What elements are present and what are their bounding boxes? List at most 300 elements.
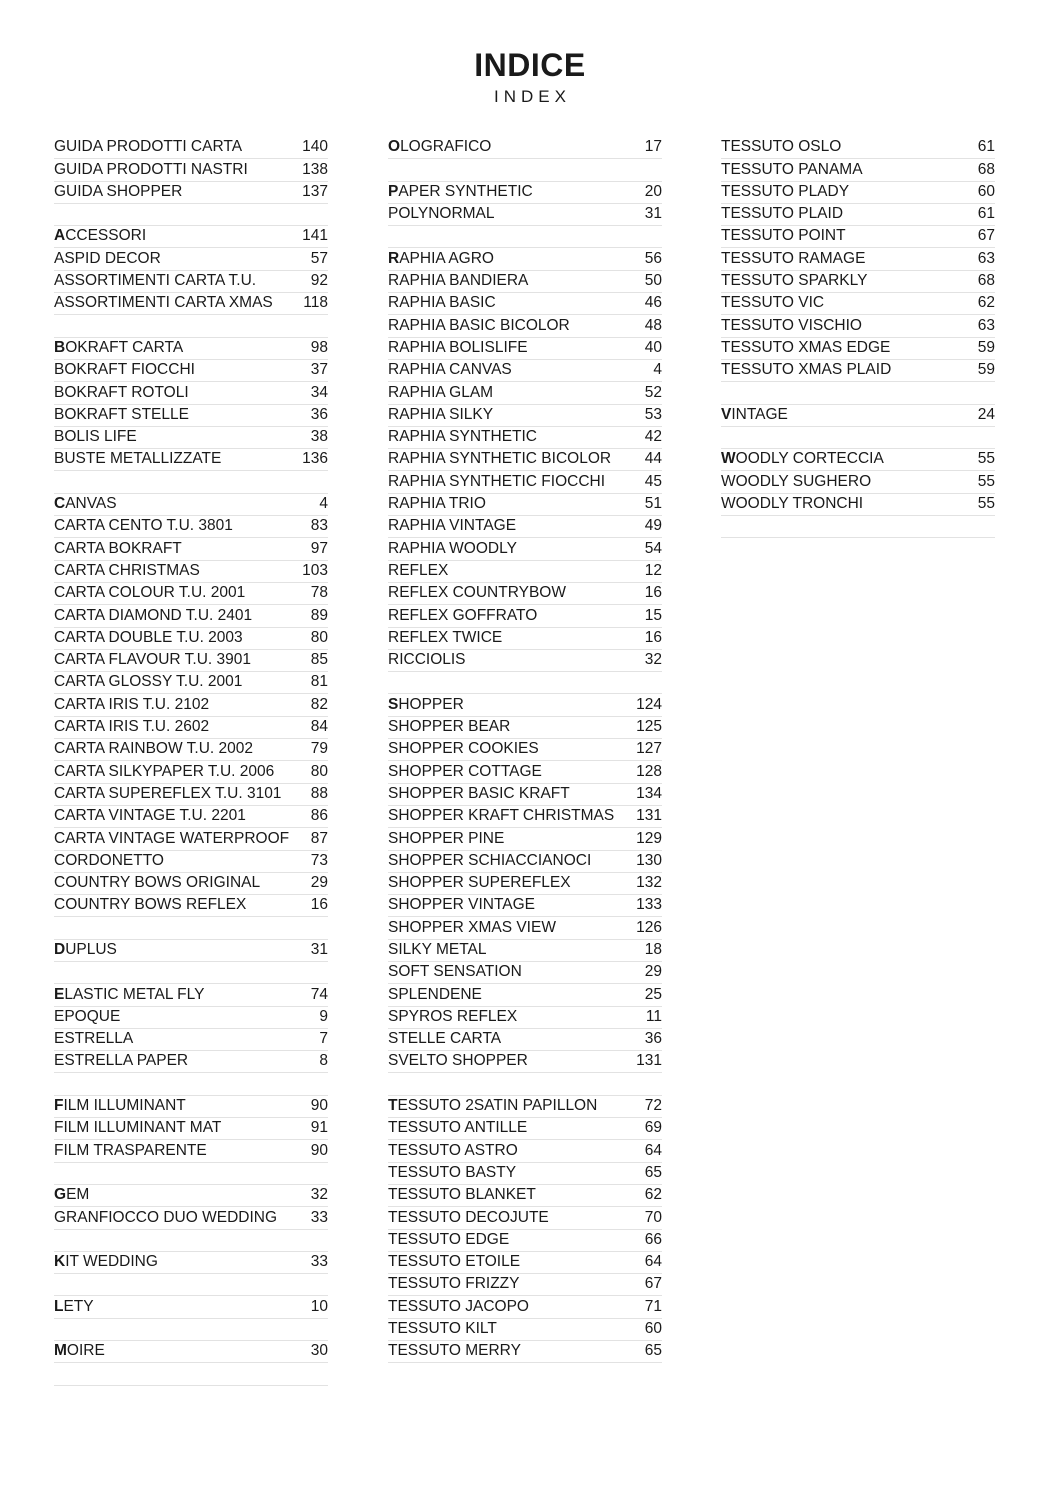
entry-name: RAPHIA GLAM <box>388 383 494 401</box>
entry-page-number: 11 <box>645 1007 662 1025</box>
index-entry <box>388 1051 662 1073</box>
entry-page-number: 136 <box>302 450 328 468</box>
entry-page-number: 42 <box>644 428 662 446</box>
index-entry <box>54 516 328 538</box>
entry-page-number: 12 <box>644 561 662 579</box>
index-separator <box>54 1073 328 1095</box>
entry-page-number: 137 <box>302 182 328 200</box>
entry-name: SHOPPER <box>388 695 464 713</box>
entry-page-number: 83 <box>310 517 328 535</box>
entry-page-number: 103 <box>302 561 328 579</box>
index-entry <box>54 137 328 159</box>
index-entry <box>388 694 662 716</box>
entry-name: CARTA CHRISTMAS <box>54 561 200 579</box>
entry-page-number: 62 <box>977 294 995 312</box>
entry-name: CORDONETTO <box>54 851 164 869</box>
index-entry <box>388 449 662 471</box>
index-entry <box>54 159 328 181</box>
index-column-1 <box>54 137 328 1386</box>
entry-name: TESSUTO SPARKLY <box>721 272 868 290</box>
entry-page-number: 32 <box>310 1186 328 1204</box>
index-separator <box>54 1363 328 1385</box>
index-separator <box>721 516 995 538</box>
entry-name: SPLENDENE <box>388 985 482 1003</box>
entry-name: TESSUTO XMAS EDGE <box>721 338 891 356</box>
entry-page-number: 64 <box>644 1253 662 1271</box>
entry-name: ELASTIC METAL FLY <box>54 985 205 1003</box>
entry-page-number: 128 <box>636 762 662 780</box>
entry-page-number: 30 <box>310 1342 328 1360</box>
index-entry <box>54 1118 328 1140</box>
entry-name: RAPHIA AGRO <box>388 249 494 267</box>
index-entry <box>54 449 328 471</box>
index-entry <box>388 784 662 806</box>
index-entry <box>721 360 995 382</box>
index-entry <box>54 1007 328 1029</box>
entry-name: RAPHIA BASIC <box>388 294 496 312</box>
entry-page-number: 59 <box>977 338 995 356</box>
index-entry <box>388 471 662 493</box>
entry-name: TESSUTO KILT <box>388 1320 497 1338</box>
entry-page-number: 132 <box>636 874 662 892</box>
entry-name: TESSUTO EDGE <box>388 1230 510 1248</box>
entry-name: TESSUTO XMAS PLAID <box>721 361 892 379</box>
index-entry <box>388 1096 662 1118</box>
entry-page-number: 31 <box>310 940 328 958</box>
entry-name: TESSUTO VISCHIO <box>721 316 862 334</box>
entry-name: MOIRE <box>54 1342 105 1360</box>
index-entry <box>388 1296 662 1318</box>
entry-page-number: 64 <box>644 1141 662 1159</box>
index-entry <box>721 315 995 337</box>
entry-name: REFLEX COUNTRYBOW <box>388 584 566 602</box>
entry-name: ASPID DECOR <box>54 249 161 267</box>
entry-page-number: 4 <box>653 361 662 379</box>
index-entry <box>721 248 995 270</box>
index-entry <box>388 204 662 226</box>
entry-page-number: 141 <box>302 227 328 245</box>
index-entry <box>388 962 662 984</box>
index-entry <box>54 1207 328 1229</box>
entry-page-number: 140 <box>302 138 328 156</box>
index-entry <box>721 159 995 181</box>
entry-page-number: 67 <box>977 227 995 245</box>
entry-page-number: 130 <box>636 851 662 869</box>
entry-name: KIT WEDDING <box>54 1253 158 1271</box>
index-entry <box>388 494 662 516</box>
entry-page-number: 71 <box>644 1297 662 1315</box>
index-entry <box>54 405 328 427</box>
index-entry <box>721 471 995 493</box>
entry-page-number: 33 <box>310 1253 328 1271</box>
entry-name: TESSUTO POINT <box>721 227 846 245</box>
index-entry <box>388 873 662 895</box>
index-entry <box>54 360 328 382</box>
entry-name: TESSUTO PANAMA <box>721 160 863 178</box>
entry-name: CARTA CENTO T.U. 3801 <box>54 517 233 535</box>
entry-name: WOODLY CORTECCIA <box>721 450 884 468</box>
entry-name: CARTA IRIS T.U. 2102 <box>54 695 210 713</box>
entry-name: SOFT SENSATION <box>388 963 522 981</box>
index-entry <box>54 717 328 739</box>
index-entry <box>388 1252 662 1274</box>
entry-name: CANVAS <box>54 495 117 513</box>
index-separator <box>388 226 662 248</box>
index-entry <box>721 271 995 293</box>
entry-page-number: 34 <box>310 383 328 401</box>
index-entry <box>54 1296 328 1318</box>
entry-page-number: 68 <box>977 272 995 290</box>
entry-page-number: 79 <box>310 740 328 758</box>
index-separator <box>388 672 662 694</box>
index-entry <box>54 1029 328 1051</box>
entry-name: SHOPPER COTTAGE <box>388 762 542 780</box>
entry-name: TESSUTO MERRY <box>388 1342 521 1360</box>
entry-page-number: 55 <box>977 495 995 513</box>
entry-page-number: 9 <box>319 1007 328 1025</box>
entry-page-number: 61 <box>977 138 995 156</box>
index-entry <box>54 873 328 895</box>
page-title: INDICE <box>474 47 586 83</box>
entry-name: RAPHIA SILKY <box>388 405 494 423</box>
index-entry <box>54 694 328 716</box>
entry-page-number: 67 <box>644 1275 662 1293</box>
index-entry <box>388 561 662 583</box>
entry-page-number: 17 <box>644 138 662 156</box>
entry-page-number: 38 <box>310 428 328 446</box>
index-entry <box>388 828 662 850</box>
entry-name: RAPHIA SYNTHETIC <box>388 428 537 446</box>
entry-page-number: 62 <box>644 1186 662 1204</box>
entry-page-number: 124 <box>636 695 662 713</box>
entry-page-number: 68 <box>977 160 995 178</box>
entry-name: ESTRELLA <box>54 1030 134 1048</box>
entry-page-number: 7 <box>319 1030 328 1048</box>
entry-page-number: 91 <box>310 1119 328 1137</box>
index-entry <box>54 650 328 672</box>
entry-name: WOODLY SUGHERO <box>721 472 872 490</box>
entry-page-number: 49 <box>644 517 662 535</box>
entry-name: RICCIOLIS <box>388 651 466 669</box>
entry-name: RAPHIA TRIO <box>388 495 486 513</box>
entry-name: RAPHIA BOLISLIFE <box>388 338 528 356</box>
entry-name: CARTA IRIS T.U. 2602 <box>54 718 210 736</box>
index-entry <box>54 1140 328 1162</box>
index-entry <box>721 338 995 360</box>
entry-page-number: 138 <box>302 160 328 178</box>
index-entry <box>54 271 328 293</box>
index-entry <box>54 828 328 850</box>
index-entry <box>388 1274 662 1296</box>
entry-page-number: 53 <box>644 405 662 423</box>
entry-name: SHOPPER VINTAGE <box>388 896 535 914</box>
entry-name: CARTA SUPEREFLEX T.U. 3101 <box>54 784 282 802</box>
entry-page-number: 86 <box>310 807 328 825</box>
entry-name: TESSUTO JACOPO <box>388 1297 529 1315</box>
entry-page-number: 81 <box>310 673 328 691</box>
page-header <box>0 44 1060 108</box>
index-entry <box>388 405 662 427</box>
entry-name: STELLE CARTA <box>388 1030 502 1048</box>
entry-name: COUNTRY BOWS ORIGINAL <box>54 874 261 892</box>
entry-page-number: 55 <box>977 450 995 468</box>
entry-name: BOLIS LIFE <box>54 428 137 446</box>
index-entry <box>388 851 662 873</box>
entry-name: TESSUTO OSLO <box>721 138 842 156</box>
entry-name: CARTA COLOUR T.U. 2001 <box>54 584 246 602</box>
entry-name: REFLEX TWICE <box>388 628 503 646</box>
entry-page-number: 16 <box>310 896 328 914</box>
entry-page-number: 90 <box>310 1141 328 1159</box>
index-entry <box>54 1341 328 1363</box>
entry-page-number: 32 <box>644 651 662 669</box>
entry-name: SILKY METAL <box>388 940 487 958</box>
entry-name: ESTRELLA PAPER <box>54 1052 189 1070</box>
entry-page-number: 4 <box>319 495 328 513</box>
entry-page-number: 48 <box>644 316 662 334</box>
index-entry <box>54 248 328 270</box>
entry-name: CARTA VINTAGE T.U. 2201 <box>54 807 246 825</box>
entry-page-number: 61 <box>977 205 995 223</box>
entry-page-number: 25 <box>644 985 662 1003</box>
index-entry <box>388 806 662 828</box>
index-entry <box>388 1140 662 1162</box>
entry-page-number: 134 <box>636 784 662 802</box>
entry-page-number: 24 <box>977 405 995 423</box>
entry-name: GUIDA PRODOTTI CARTA <box>54 138 243 156</box>
entry-name: TESSUTO PLAID <box>721 205 844 223</box>
index-entry <box>54 1051 328 1073</box>
entry-page-number: 31 <box>644 205 662 223</box>
entry-name: CARTA RAINBOW T.U. 2002 <box>54 740 253 758</box>
entry-name: TESSUTO PLADY <box>721 182 850 200</box>
entry-name: SHOPPER KRAFT CHRISTMAS <box>388 807 615 825</box>
index-entry <box>54 761 328 783</box>
entry-name: SHOPPER XMAS VIEW <box>388 918 556 936</box>
entry-name: SPYROS REFLEX <box>388 1007 518 1025</box>
entry-name: TESSUTO 2SATIN PAPILLON <box>388 1097 598 1115</box>
entry-page-number: 40 <box>644 338 662 356</box>
entry-page-number: 87 <box>310 829 328 847</box>
entry-name: COUNTRY BOWS REFLEX <box>54 896 247 914</box>
entry-name: CARTA SILKYPAPER T.U. 2006 <box>54 762 275 780</box>
index-entry <box>54 583 328 605</box>
index-entry <box>388 940 662 962</box>
index-separator <box>721 382 995 404</box>
entry-page-number: 63 <box>977 249 995 267</box>
entry-name: ASSORTIMENTI CARTA T.U. <box>54 272 257 290</box>
entry-name: GUIDA SHOPPER <box>54 182 183 200</box>
entry-page-number: 29 <box>310 874 328 892</box>
entry-page-number: 37 <box>310 361 328 379</box>
entry-page-number: 125 <box>636 718 662 736</box>
entry-name: RAPHIA WOODLY <box>388 539 517 557</box>
entry-name: POLYNORMAL <box>388 205 495 223</box>
entry-page-number: 126 <box>636 918 662 936</box>
entry-name: SVELTO SHOPPER <box>388 1052 528 1070</box>
index-entry <box>388 984 662 1006</box>
index-entry <box>54 628 328 650</box>
index-entry <box>54 494 328 516</box>
entry-name: RAPHIA BASIC BICOLOR <box>388 316 570 334</box>
index-entry <box>388 271 662 293</box>
entry-name: FILM ILLUMINANT MAT <box>54 1119 222 1137</box>
entry-name: CARTA DOUBLE T.U. 2003 <box>54 628 243 646</box>
index-separator <box>54 1163 328 1185</box>
entry-page-number: 65 <box>644 1342 662 1360</box>
entry-name: TESSUTO FRIZZY <box>388 1275 520 1293</box>
entry-page-number: 8 <box>319 1052 328 1070</box>
entry-page-number: 60 <box>977 182 995 200</box>
entry-name: LETY <box>54 1297 94 1315</box>
entry-page-number: 85 <box>310 651 328 669</box>
entry-page-number: 88 <box>310 784 328 802</box>
entry-page-number: 54 <box>644 539 662 557</box>
index-column-2 <box>388 137 662 1363</box>
index-entry <box>388 761 662 783</box>
entry-name: RAPHIA BANDIERA <box>388 272 529 290</box>
entry-name: WOODLY TRONCHI <box>721 495 864 513</box>
entry-page-number: 45 <box>644 472 662 490</box>
index-entry <box>388 427 662 449</box>
entry-page-number: 84 <box>310 718 328 736</box>
entry-page-number: 29 <box>644 963 662 981</box>
entry-page-number: 36 <box>644 1030 662 1048</box>
entry-name: PAPER SYNTHETIC <box>388 182 533 200</box>
entry-page-number: 133 <box>636 896 662 914</box>
entry-page-number: 57 <box>310 249 328 267</box>
index-entry <box>54 984 328 1006</box>
entry-name: EPOQUE <box>54 1007 121 1025</box>
entry-name: TESSUTO ETOILE <box>388 1253 521 1271</box>
entry-page-number: 66 <box>644 1230 662 1248</box>
entry-page-number: 16 <box>644 584 662 602</box>
entry-page-number: 10 <box>310 1297 328 1315</box>
entry-name: RAPHIA SYNTHETIC BICOLOR <box>388 450 612 468</box>
index-entry <box>388 650 662 672</box>
entry-page-number: 44 <box>644 450 662 468</box>
index-separator <box>54 471 328 493</box>
index-entry <box>388 717 662 739</box>
entry-page-number: 65 <box>644 1163 662 1181</box>
entry-name: OLOGRAFICO <box>388 138 492 156</box>
index-entry <box>388 315 662 337</box>
entry-page-number: 55 <box>977 472 995 490</box>
index-entry <box>388 1341 662 1363</box>
entry-page-number: 59 <box>977 361 995 379</box>
entry-name: SHOPPER SCHIACCIANOCI <box>388 851 592 869</box>
entry-page-number: 15 <box>644 606 662 624</box>
entry-name: TESSUTO BLANKET <box>388 1186 536 1204</box>
page-subtitle: INDEX <box>494 87 571 106</box>
index-entry <box>721 137 995 159</box>
index-entry <box>54 182 328 204</box>
entry-page-number: 20 <box>644 182 662 200</box>
entry-page-number: 72 <box>644 1097 662 1115</box>
index-entry <box>54 427 328 449</box>
index-entry <box>388 1207 662 1229</box>
entry-page-number: 56 <box>644 249 662 267</box>
entry-page-number: 50 <box>644 272 662 290</box>
index-entry <box>388 137 662 159</box>
index-entry <box>54 338 328 360</box>
index-entry <box>388 182 662 204</box>
entry-page-number: 92 <box>310 272 328 290</box>
index-entry <box>388 248 662 270</box>
entry-page-number: 46 <box>644 294 662 312</box>
index-entry <box>54 851 328 873</box>
index-entry <box>54 940 328 962</box>
entry-name: SHOPPER BASIC KRAFT <box>388 784 570 802</box>
index-entry <box>388 382 662 404</box>
entry-page-number: 129 <box>636 829 662 847</box>
entry-page-number: 82 <box>310 695 328 713</box>
entry-name: CARTA DIAMOND T.U. 2401 <box>54 606 253 624</box>
index-separator <box>388 1073 662 1095</box>
index-entry <box>388 1007 662 1029</box>
index-entry <box>721 226 995 248</box>
index-entry <box>54 226 328 248</box>
entry-name: TESSUTO RAMAGE <box>721 249 866 267</box>
entry-page-number: 33 <box>310 1208 328 1226</box>
index-entry <box>388 1029 662 1051</box>
index-entry <box>54 672 328 694</box>
entry-name: DUPLUS <box>54 940 117 958</box>
index-separator <box>54 315 328 337</box>
entry-name: TESSUTO ANTILLE <box>388 1119 528 1137</box>
entry-name: REFLEX GOFFRATO <box>388 606 538 624</box>
entry-page-number: 52 <box>644 383 662 401</box>
index-column-3 <box>721 137 995 538</box>
index-entry <box>388 338 662 360</box>
index-separator <box>54 1274 328 1296</box>
index-entry <box>721 449 995 471</box>
index-separator <box>54 962 328 984</box>
entry-page-number: 70 <box>644 1208 662 1226</box>
index-separator <box>721 427 995 449</box>
entry-page-number: 89 <box>310 606 328 624</box>
entry-page-number: 97 <box>310 539 328 557</box>
entry-page-number: 69 <box>644 1119 662 1137</box>
index-entry <box>54 382 328 404</box>
entry-page-number: 63 <box>977 316 995 334</box>
entry-page-number: 90 <box>310 1097 328 1115</box>
entry-page-number: 16 <box>644 628 662 646</box>
index-entry <box>721 182 995 204</box>
entry-page-number: 98 <box>310 338 328 356</box>
index-entry <box>388 605 662 627</box>
entry-name: SHOPPER BEAR <box>388 718 511 736</box>
entry-name: BOKRAFT CARTA <box>54 338 184 356</box>
index-entry <box>54 806 328 828</box>
index-entry <box>388 1319 662 1341</box>
entry-name: TESSUTO DECOJUTE <box>388 1208 549 1226</box>
entry-name: CARTA FLAVOUR T.U. 3901 <box>54 651 251 669</box>
entry-name: SHOPPER SUPEREFLEX <box>388 874 571 892</box>
index-entry <box>54 561 328 583</box>
entry-page-number: 80 <box>310 762 328 780</box>
index-entry <box>388 1163 662 1185</box>
index-separator <box>388 159 662 181</box>
entry-name: RAPHIA SYNTHETIC FIOCCHI <box>388 472 606 490</box>
entry-name: BOKRAFT STELLE <box>54 405 189 423</box>
entry-name: ACCESSORI <box>54 227 147 245</box>
entry-name: BOKRAFT ROTOLI <box>54 383 189 401</box>
entry-page-number: 131 <box>636 807 662 825</box>
entry-page-number: 18 <box>644 940 662 958</box>
index-entry <box>388 538 662 560</box>
index-entry <box>388 1230 662 1252</box>
